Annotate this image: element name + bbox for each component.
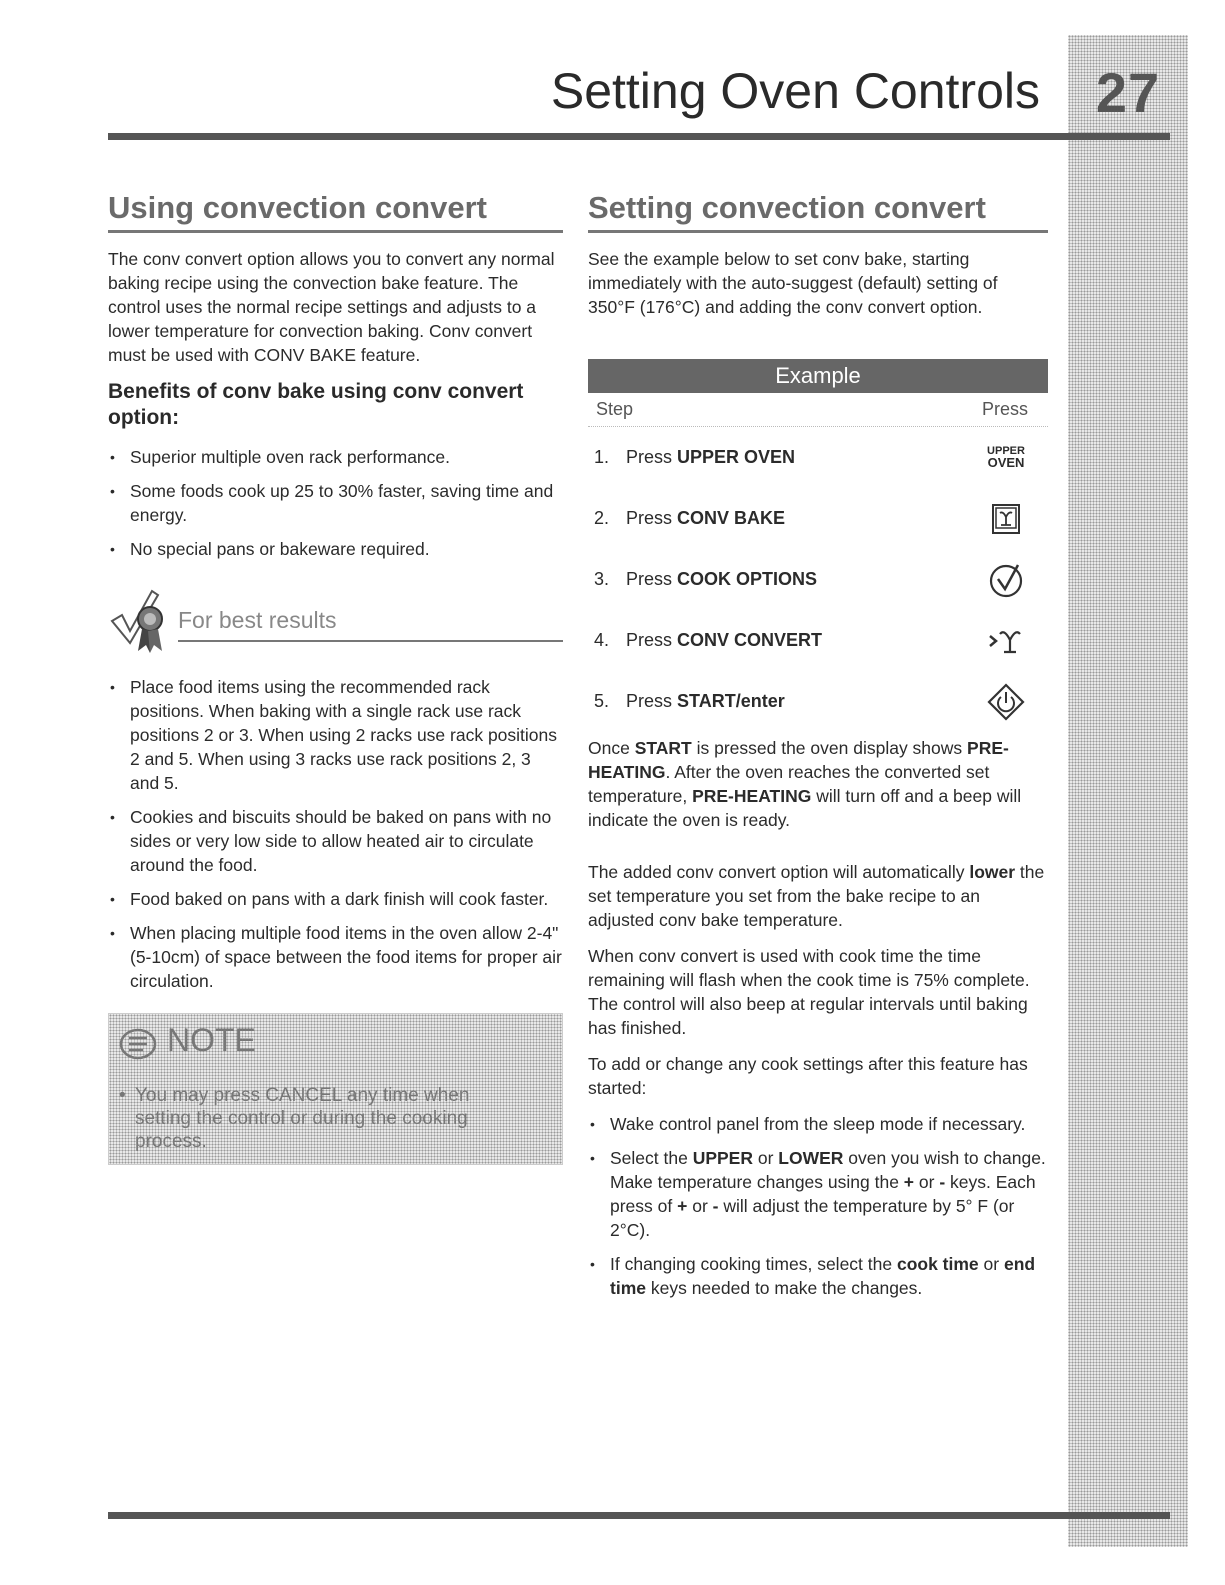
step-verb: Press <box>626 447 673 467</box>
conv-bake-icon <box>991 503 1021 535</box>
using-intro: The conv convert option allows you to convert any normal baking recipe using the convection bake feature. The control uses the normal recipe settings and adjusts to a lower temperature for convection baking. Conv convert must be used with CONV BAKE feature. <box>108 249 555 365</box>
note-icon <box>119 1028 157 1060</box>
step-number: 4. <box>594 630 610 650</box>
page-number: 27 <box>1095 61 1161 124</box>
setting-intro: See the example below to set conv bake, starting immediately with the auto-suggest (default) setting of 350°F (176°C) and adding the conv convert option. <box>588 249 998 317</box>
example-table-header <box>588 393 1048 427</box>
press-column-header: Press <box>981 399 1028 419</box>
step-key-name: START/enter <box>677 691 785 711</box>
cook-options-icon <box>988 562 1024 598</box>
cook-time-paragraph: When conv convert is used with cook time the time remaining will flash when the cook time is 75% complete. The control will also beep at regular intervals until baking has finished. <box>588 946 1030 1038</box>
list-item: • If changing cooking times, select the cook time or end time keys needed to make the changes. <box>588 1252 1048 1300</box>
step-row <box>588 610 1048 671</box>
step-row <box>588 488 1048 549</box>
lower-temperature-paragraph: The added conv convert option will automatically lower the set temperature you set from the bake recipe to an adjusted conv bake temperature. <box>588 862 1045 930</box>
list-item: • When placing multiple food items in the oven allow 2-4" (5-10cm) of space between the food items for proper air circulation. <box>108 921 563 993</box>
right-column <box>588 190 1048 1310</box>
change-settings-list <box>588 1112 1048 1300</box>
benefits-list <box>108 445 563 561</box>
section-title-setting: Setting convection convert <box>588 190 1048 233</box>
list-item: • Place food items using the recommended rack positions. When baking with a single rack use rack positions 2 or 3. When using 2 racks use rack positions 2 and 5. When using 3 racks use rack positions 2, 3 and 5. <box>108 675 563 795</box>
note-title: NOTE <box>167 1022 256 1058</box>
list-item: • Some foods cook up 25 to 30% faster, saving time and energy. <box>108 479 563 527</box>
step-key-name: CONV BAKE <box>677 508 786 528</box>
after-start-paragraph: Once START is pressed the oven display shows PRE-HEATING. After the oven reaches the converted set temperature, PRE-HEATING will turn off and a beep will indicate the oven is ready. <box>588 738 1022 830</box>
start-icon <box>987 683 1025 721</box>
change-settings-intro: To add or change any cook settings after this feature has started: <box>588 1054 1028 1098</box>
award-ribbon-icon <box>108 585 176 657</box>
step-row <box>588 549 1048 610</box>
list-item: • No special pans or bakeware required. <box>108 537 563 561</box>
step-number: 2. <box>594 508 610 528</box>
best-results-label: For best results <box>178 607 563 642</box>
benefits-heading: Benefits of conv bake using conv convert option: <box>108 380 524 429</box>
side-tab-strip <box>1068 35 1188 1547</box>
upper-oven-key: UPPER OVEN <box>987 445 1025 470</box>
left-column <box>108 190 563 1165</box>
page-title: Setting Oven Controls <box>550 63 1040 119</box>
best-results-header <box>108 585 563 665</box>
step-key-name: CONV CONVERT <box>677 630 823 650</box>
step-row <box>588 427 1048 488</box>
list-item: • Food baked on pans with a dark finish will cook faster. <box>108 887 563 911</box>
list-item: • Wake control panel from the sleep mode if necessary. <box>588 1112 1048 1136</box>
conv-convert-icon <box>988 626 1024 656</box>
tips-list <box>108 675 563 993</box>
step-verb: Press <box>626 508 673 528</box>
step-key-name: UPPER OVEN <box>677 447 796 467</box>
top-rule <box>108 133 1170 140</box>
step-number: 3. <box>594 569 610 589</box>
note-box <box>108 1013 563 1165</box>
note-text: • You may press CANCEL any time when setting the control or during the cooking process. <box>119 1084 502 1153</box>
section-title-using: Using convection convert <box>108 190 563 233</box>
step-number: 5. <box>594 691 610 711</box>
list-item: • Cookies and biscuits should be baked on pans with no sides or very low side to allow heated air to circulate around the food. <box>108 805 563 877</box>
list-item: • Superior multiple oven rack performance. <box>108 445 563 469</box>
list-item: • Select the UPPER or LOWER oven you wish to change. Make temperature changes using the + or - keys. Each press of + or - will adjust the temperature by 5° F (or 2°C). <box>588 1146 1048 1242</box>
step-verb: Press <box>626 691 673 711</box>
bottom-rule <box>108 1512 1170 1519</box>
step-number: 1. <box>594 447 610 467</box>
step-row <box>588 671 1048 732</box>
step-verb: Press <box>626 630 673 650</box>
step-verb: Press <box>626 569 673 589</box>
step-column-header: Step <box>596 399 634 419</box>
example-banner: Example <box>588 359 1048 393</box>
step-key-name: COOK OPTIONS <box>677 569 818 589</box>
